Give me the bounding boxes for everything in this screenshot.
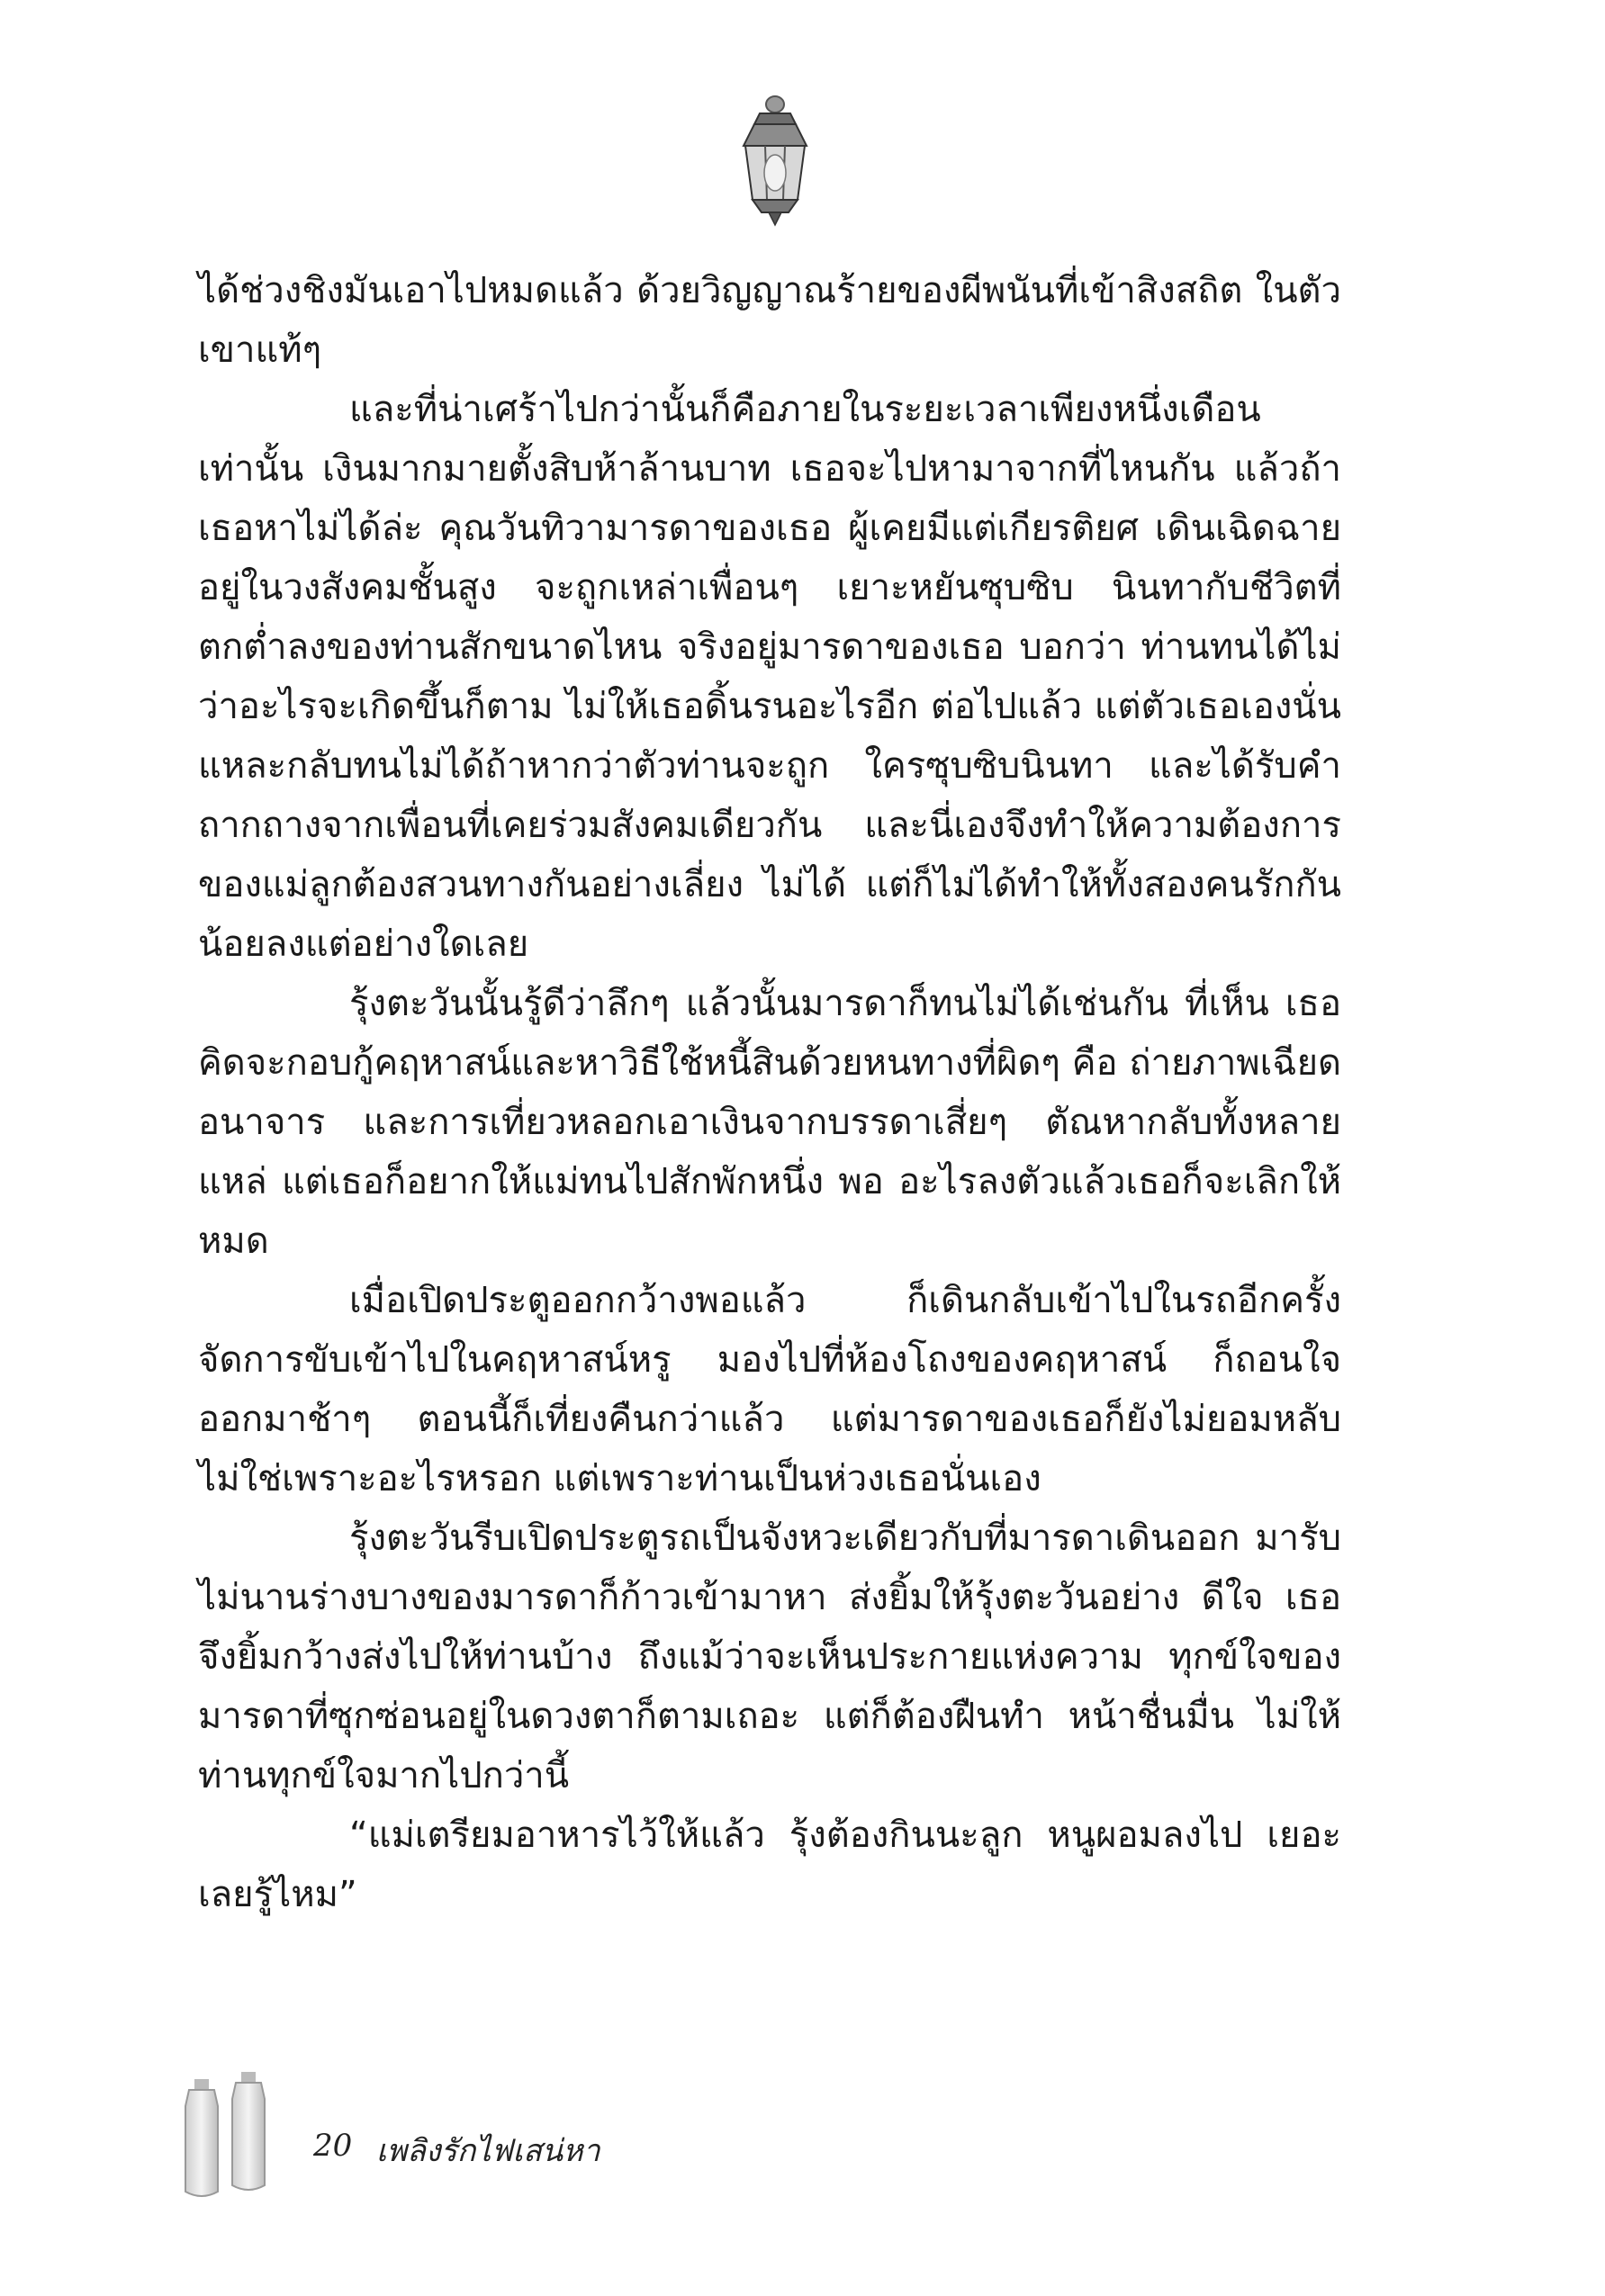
body-text: [198, 261, 1341, 1924]
page-number: 20: [313, 2128, 353, 2164]
paragraph-5: รุ้งตะวันรีบเปิดประตูรถเป็นจังหวะเดียวกับที่มารดาเดินออก มารับ ไม่นานร่างบางของมารดาก็ก้าวเข้ามาหา ส่งยิ้มให้รุ้งตะวันอย่าง ดีใจ เธอจึงยิ้มกว้างส่งไปให้ท่านบ้าง ถึงแม้ว่าจะเห็นประกายแห่งความ ทุกข์ใจของมารดาที่ซุกซ่อนอยู่ในดวงตาก็ตามเถอะ แต่ก็ต้องฝืนทำ หน้าชื่นมื่น ไม่ให้ท่านทุกข์ใจมากไปกว่านี้: [198, 1517, 1341, 1796]
paragraph-1: ได้ช่วงชิงมันเอาไปหมดแล้ว ด้วยวิญญาณร้ายของผีพนันที่เข้าสิงสถิต ในตัวเขาแท้ๆ: [198, 270, 1341, 371]
lantern-ornament-icon: [726, 94, 825, 229]
book-title: เพลิงรักไฟเสน่หา: [376, 2133, 600, 2169]
paragraph-4: เมื่อเปิดประตูออกกว้างพอแล้ว ก็เดินกลับเข้าไปในรถอีกครั้ง จัดการขับเข้าไปในคฤหาสน์หรู มองไปที่ห้องโถงของคฤหาสน์ ก็ถอนใจ ออกมาช้าๆ ตอนนี้ก็เที่ยงคืนกว่าแล้ว แต่มารดาของเธอก็ยังไม่ยอมหลับ ไม่ใช่เพราะอะไรหรอก แต่เพราะท่านเป็นห่วงเธอนั่นเอง: [198, 1280, 1341, 1499]
bottles-ornament-icon: [176, 2070, 293, 2205]
paragraph-3: รุ้งตะวันนั้นรู้ดีว่าลึกๆ แล้วนั้นมารดาก็ทนไม่ได้เช่นกัน ที่เห็น เธอคิดจะกอบกู้คฤหาสน์และหาวิธีใช้หนี้สินด้วยหนทางที่ผิดๆ คือ ถ่ายภาพเฉียดอนาจาร และการเที่ยวหลอกเอาเงินจากบรรดาเสี่ยๆ ตัณหากลับทั้งหลายแหล่ แต่เธอก็อยากให้แม่ทนไปสักพักหนึ่ง พอ อะไรลงตัวแล้วเธอก็จะเลิกให้หมด: [198, 983, 1341, 1262]
page-footer: [176, 2070, 807, 2214]
paragraph-6: “แม่เตรียมอาหารไว้ให้แล้ว รุ้งต้องกินนะลูก หนูผอมลงไป เยอะเลยรู้ไหม”: [198, 1814, 1341, 1915]
paragraph-2: และที่น่าเศร้าไปกว่านั้นก็คือภายในระยะเวลาเพียงหนึ่งเดือน เท่านั้น เงินมากมายตั้งสิบห้าล้านบาท เธอจะไปหามาจากที่ไหนกัน แล้วถ้าเธอหาไม่ได้ล่ะ คุณวันทิวามารดาของเธอ ผู้เคยมีแต่เกียรติยศ เดินเฉิดฉายอยู่ในวงสังคมชั้นสูง จะถูกเหล่าเพื่อนๆ เยาะหยันซุบซิบ นินทากับชีวิตที่ตกต่ำลงของท่านสักขนาดไหน จริงอยู่มารดาของเธอ บอกว่า ท่านทนได้ไม่ว่าอะไรจะเกิดขึ้นก็ตาม ไม่ให้เธอดิ้นรนอะไรอีก ต่อไปแล้ว แต่ตัวเธอเองนั่นแหละกลับทนไม่ได้ถ้าหากว่าตัวท่านจะถูก ใครซุบซิบนินทา และได้รับคำถากถางจากเพื่อนที่เคยร่วมสังคมเดียวกัน และนี่เองจึงทำให้ความต้องการของแม่ลูกต้องสวนทางกันอย่างเลี่ยง ไม่ได้ แต่ก็ไม่ได้ทำให้ทั้งสองคนรักกันน้อยลงแต่อย่างใดเลย: [198, 389, 1341, 965]
